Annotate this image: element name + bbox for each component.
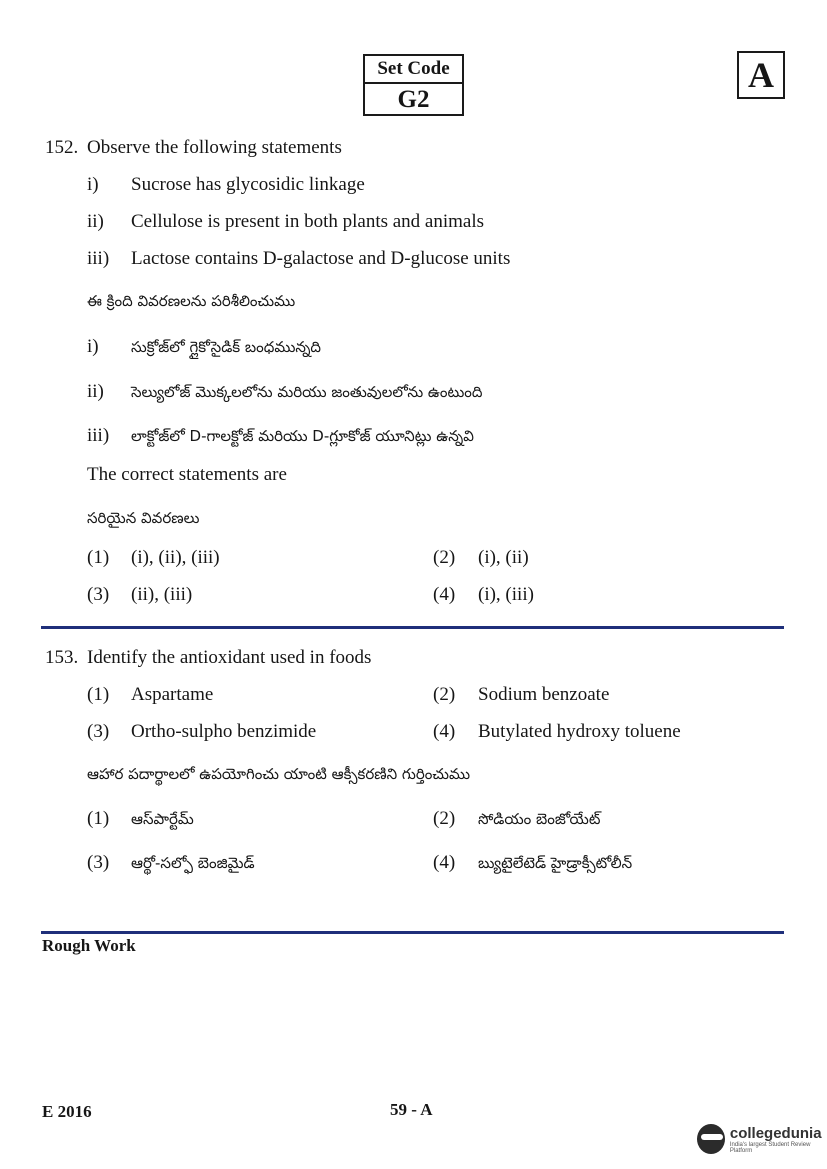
q152-statement-num: ii) bbox=[87, 211, 104, 232]
footer-page-number: 59 - A bbox=[390, 1100, 433, 1119]
q152-option-num: (2) bbox=[433, 547, 456, 568]
q152-statement-te-text: లాక్టోజ్‌లో D-గాలక్టోజ్ మరియు D-గ్లూకోజ్ యూనిట్లు ఉన్నవి bbox=[131, 427, 474, 445]
rough-work-divider bbox=[41, 931, 784, 934]
set-letter: A bbox=[737, 51, 785, 99]
rough-work-label: Rough Work bbox=[42, 936, 136, 955]
q152-statement-te-text: సుక్రోజ్‌లో గ్లైకోసైడిక్ బంధమున్నది bbox=[131, 338, 321, 356]
collegedunia-watermark bbox=[697, 1124, 827, 1154]
q153-option-num: (2) bbox=[433, 684, 456, 705]
set-code-label: Set Code bbox=[365, 56, 462, 84]
q153-option-te-text: బ్యుటైలేటెడ్ హైడ్రాక్సీటోలీన్ bbox=[478, 854, 633, 872]
watermark-tagline: India's largest Student Review Platform bbox=[729, 1141, 811, 1154]
q152-statement-text: Sucrose has glycosidic linkage bbox=[131, 174, 365, 195]
q152-prompt-telugu: సరియైన వివరణలు bbox=[87, 509, 200, 527]
q153-option-te-text: ఆర్థో-సల్ఫో బెంజిమైడ్ bbox=[131, 854, 255, 872]
q152-option-num: (4) bbox=[433, 584, 456, 605]
q152-prompt: The correct statements are bbox=[87, 464, 287, 485]
q153-option-num: (4) bbox=[433, 721, 456, 742]
q152-statement-text: Cellulose is present in both plants and animals bbox=[131, 211, 485, 232]
q153-option-num: (1) bbox=[87, 684, 110, 705]
q153-option-te-text: సోడియం బెంజోయేట్ bbox=[478, 810, 601, 828]
q153-option-text: Butylated hydroxy toluene bbox=[478, 721, 681, 742]
q152-option-num: (1) bbox=[87, 547, 110, 568]
q153-option-text: Sodium benzoate bbox=[478, 684, 610, 705]
q152-option-text: (i), (ii) bbox=[478, 547, 529, 568]
q152-statement-text: Lactose contains D-galactose and D-glucose units bbox=[131, 248, 511, 269]
watermark-name: collegedunia bbox=[729, 1124, 822, 1142]
q152-statement-te-num: ii) bbox=[87, 381, 104, 402]
q152-option-text: (ii), (iii) bbox=[131, 584, 193, 605]
footer-exam-code: E 2016 bbox=[42, 1102, 92, 1121]
q153-option-te-text: ఆస్‌పార్టేమ్ bbox=[131, 810, 194, 828]
q152-option-num: (3) bbox=[87, 584, 110, 605]
q153-option-te-num: (3) bbox=[87, 852, 110, 873]
q153-question: Identify the antioxidant used in foods bbox=[87, 647, 372, 668]
q153-option-te-num: (2) bbox=[433, 808, 456, 829]
q153-option-text: Aspartame bbox=[131, 684, 214, 705]
q152-statement-num: i) bbox=[87, 174, 99, 195]
q153-option-te-num: (4) bbox=[433, 852, 456, 873]
set-code-value: G2 bbox=[397, 86, 430, 113]
q152-statement-te-num: i) bbox=[87, 336, 99, 357]
q153-option-te-num: (1) bbox=[87, 808, 110, 829]
q152-option-text: (i), (ii), (iii) bbox=[131, 547, 220, 568]
q153-question-telugu: ఆహార పదార్థాలలో ఉపయోగించు యాంటి ఆక్సీకరణిని గుర్తించుము bbox=[87, 765, 471, 783]
question-divider bbox=[41, 626, 784, 629]
q152-statement-te-text: సెల్యులోజ్ మొక్కలలోను మరియు జంతువులలోను ఉంటుంది bbox=[131, 383, 483, 401]
q152-number: 152. bbox=[45, 137, 79, 158]
q153-option-num: (3) bbox=[87, 721, 110, 742]
q152-statement-num: iii) bbox=[87, 248, 110, 269]
q152-question: Observe the following statements bbox=[87, 137, 342, 158]
q153-number: 153. bbox=[45, 647, 79, 668]
q152-question-telugu: ఈ క్రింది వివరణలను పరిశీలించుము bbox=[87, 292, 296, 310]
q153-option-text: Ortho-sulpho benzimide bbox=[131, 721, 317, 742]
q152-option-text: (i), (iii) bbox=[478, 584, 534, 605]
q152-statement-te-num: iii) bbox=[87, 425, 110, 446]
graduate-avatar-icon bbox=[697, 1124, 725, 1154]
set-code-box bbox=[363, 54, 464, 116]
